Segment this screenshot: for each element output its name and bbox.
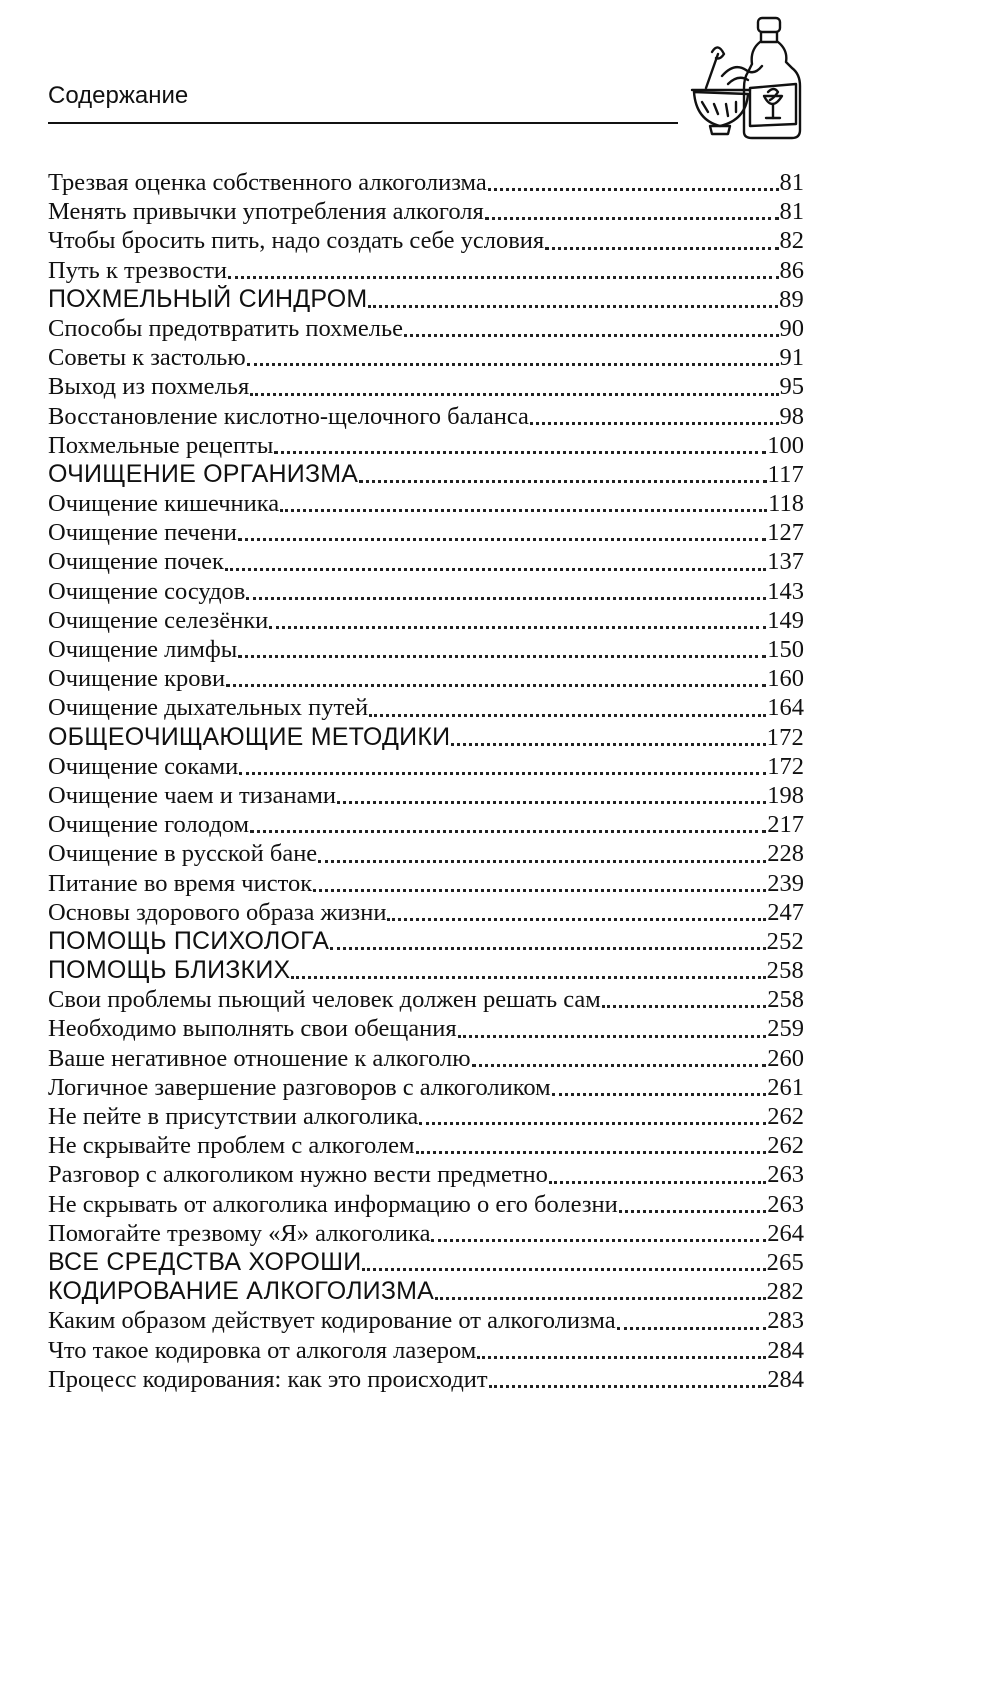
toc-entry <box>48 547 804 576</box>
toc-entry <box>48 1102 804 1131</box>
toc-section-entry <box>48 1277 804 1306</box>
toc-entry <box>48 577 804 606</box>
toc-entry <box>48 810 804 839</box>
toc-dot-leader <box>239 766 766 775</box>
toc-entry <box>48 489 804 518</box>
toc-page-number: 247 <box>767 898 804 926</box>
toc-page-number: 149 <box>767 606 804 634</box>
toc-page-number: 217 <box>767 811 804 839</box>
toc-page-number: 264 <box>767 1219 804 1247</box>
toc-entry-title: Очищение кишечника <box>48 490 280 518</box>
toc-entry-title: Советы к застолью <box>48 344 246 372</box>
page-header <box>48 68 678 128</box>
toc-entry-title: Питание во время чисток <box>48 869 313 897</box>
toc-entry-title: Очищение селезёнки <box>48 606 269 634</box>
toc-entry <box>48 869 804 898</box>
toc-page-number: 91 <box>779 344 804 372</box>
toc-entry-title: Логичное завершение разговоров с алкоголиком <box>48 1073 551 1101</box>
toc-entry-title: Что такое кодировка от алкоголя лазером <box>48 1336 477 1364</box>
toc-page-number: 150 <box>767 636 804 663</box>
toc-entry <box>48 635 804 664</box>
header-rule <box>48 122 678 124</box>
toc-entry-title: Очищение лимфы <box>48 636 238 663</box>
toc-page-number: 260 <box>767 1044 804 1072</box>
toc-page-number: 283 <box>767 1307 804 1335</box>
toc-dot-leader <box>488 182 779 191</box>
toc-entry-title: ОЧИЩЕНИЕ ОРГАНИЗМА <box>48 459 359 488</box>
toc-entry-title: ОБЩЕОЧИЩАЮЩИЕ МЕТОДИКИ <box>48 722 451 751</box>
toc-page-number: 228 <box>767 840 804 868</box>
toc-dot-leader <box>269 620 766 629</box>
toc-page-number: 172 <box>767 752 804 780</box>
toc-section-entry <box>48 285 804 314</box>
toc-entry-title: Очищение печени <box>48 519 237 547</box>
toc-entry <box>48 781 804 810</box>
toc-dot-leader <box>318 854 766 863</box>
toc-page-number: 282 <box>766 1278 804 1306</box>
toc-dot-leader <box>619 1204 767 1213</box>
toc-entry <box>48 1160 804 1189</box>
toc-entry-title: Разговор с алкоголиком нужно вести предметно <box>48 1161 548 1189</box>
toc-entry <box>48 1336 804 1365</box>
toc-entry-title: Очищение дыхательных путей <box>48 694 369 722</box>
toc-page-number: 81 <box>779 198 804 226</box>
toc-entry-title: Очищение почек <box>48 548 224 576</box>
toc-entry <box>48 839 804 868</box>
toc-entry-title: ПОМОЩЬ БЛИЗКИХ <box>48 956 291 985</box>
toc-entry-title: Очищение в русской бане <box>48 840 318 868</box>
page-title: Содержание <box>48 82 189 109</box>
toc-dot-leader <box>280 503 767 512</box>
toc-dot-leader <box>274 445 766 454</box>
toc-section-entry <box>48 1248 804 1277</box>
toc-page-number: 258 <box>767 986 804 1014</box>
toc-dot-leader <box>250 824 766 833</box>
toc-dot-leader <box>602 999 766 1008</box>
toc-entry-title: Восстановление кислотно-щелочного баланса <box>48 402 529 430</box>
toc-page-number: 262 <box>767 1103 804 1130</box>
toc-dot-leader <box>246 591 766 600</box>
toc-entry-title: Ваше негативное отношение к алкоголю <box>48 1044 471 1072</box>
toc-dot-leader <box>250 387 778 396</box>
toc-dot-leader <box>472 1058 767 1067</box>
toc-entry-title: Очищение чаем и тизанами <box>48 781 336 809</box>
toc-dot-leader <box>313 883 766 892</box>
toc-entry-title: Очищение сосудов <box>48 577 246 605</box>
toc-dot-leader <box>225 562 766 571</box>
toc-dot-leader <box>362 1262 765 1271</box>
toc-entry <box>48 197 804 226</box>
toc-page-number: 239 <box>767 869 804 897</box>
toc-dot-leader <box>369 708 766 717</box>
table-of-contents <box>48 168 804 1394</box>
toc-page-number: 127 <box>767 519 804 547</box>
toc-entry-title: Способы предотвратить похмелье <box>48 314 404 342</box>
toc-page-number: 100 <box>767 431 804 459</box>
toc-page-number: 262 <box>767 1132 804 1160</box>
toc-entry <box>48 1306 804 1335</box>
toc-page-number: 265 <box>766 1248 804 1276</box>
toc-entry-title: Путь к трезвости <box>48 256 228 284</box>
toc-dot-leader <box>477 1350 766 1359</box>
toc-entry <box>48 314 804 343</box>
toc-page-number: 86 <box>779 256 804 284</box>
toc-entry <box>48 431 804 460</box>
toc-entry-title: Процесс кодирования: как это происходит <box>48 1365 488 1393</box>
toc-dot-leader <box>451 737 765 746</box>
toc-entry-title: Чтобы бросить пить, надо создать себе условия <box>48 227 545 255</box>
toc-dot-leader <box>404 328 778 337</box>
toc-entry <box>48 343 804 372</box>
toc-entry <box>48 898 804 927</box>
toc-page-number: 90 <box>779 314 804 342</box>
toc-dot-leader <box>226 678 766 687</box>
toc-dot-leader <box>545 241 778 250</box>
toc-entry-title: Очищение соками <box>48 752 239 780</box>
toc-entry <box>48 606 804 635</box>
toc-page-number: 89 <box>779 285 804 313</box>
toc-dot-leader <box>416 1145 767 1154</box>
toc-entry-title: КОДИРОВАНИЕ АЛКОГОЛИЗМА <box>48 1277 435 1306</box>
toc-entry <box>48 1219 804 1248</box>
toc-section-entry <box>48 956 804 985</box>
toc-entry <box>48 1365 804 1394</box>
toc-entry <box>48 752 804 781</box>
toc-entry <box>48 1014 804 1043</box>
toc-dot-leader <box>617 1321 767 1330</box>
toc-entry-title: Основы здорового образа жизни <box>48 898 387 926</box>
toc-page-number: 143 <box>767 577 804 605</box>
toc-entry-title: ВСЕ СРЕДСТВА ХОРОШИ <box>48 1247 362 1276</box>
toc-dot-leader <box>435 1291 766 1300</box>
toc-page-number: 137 <box>767 548 804 576</box>
toc-page-number: 263 <box>767 1190 804 1218</box>
toc-page-number: 259 <box>767 1015 804 1043</box>
toc-dot-leader <box>431 1233 766 1242</box>
toc-page-number: 81 <box>779 169 804 196</box>
toc-dot-leader <box>387 912 766 921</box>
toc-dot-leader <box>228 270 778 279</box>
toc-page-number: 164 <box>767 694 804 722</box>
toc-page-number: 117 <box>767 460 804 488</box>
toc-entry-title: Не пейте в присутствии алкоголика <box>48 1103 419 1130</box>
toc-page-number: 118 <box>768 490 804 518</box>
toc-entry <box>48 693 804 722</box>
toc-entry-title: Трезвая оценка собственного алкоголизма <box>48 169 487 196</box>
toc-entry-title: Выход из похмелья <box>48 373 250 401</box>
toc-entry <box>48 226 804 255</box>
toc-entry-title: Свои проблемы пьющий человек должен решать сам <box>48 986 601 1014</box>
toc-entry-title: ПОМОЩЬ ПСИХОЛОГА <box>48 926 330 955</box>
toc-entry <box>48 985 804 1014</box>
toc-section-entry <box>48 723 804 752</box>
toc-dot-leader <box>337 795 766 804</box>
toc-entry <box>48 256 804 285</box>
toc-entry-title: Очищение голодом <box>48 811 249 839</box>
toc-entry-title: Не скрывайте проблем с алкоголем <box>48 1132 415 1160</box>
toc-page-number: 198 <box>767 781 804 809</box>
toc-entry <box>48 664 804 693</box>
toc-dot-leader <box>419 1116 766 1125</box>
pharmacy-mortar-bottle-icon <box>688 14 806 142</box>
toc-page-number: 252 <box>766 927 804 955</box>
toc-page-number: 258 <box>766 957 804 985</box>
toc-dot-leader <box>549 1175 766 1184</box>
toc-entry <box>48 1190 804 1219</box>
toc-section-entry <box>48 460 804 489</box>
toc-dot-leader <box>330 941 766 950</box>
toc-page-number: 82 <box>779 227 804 255</box>
toc-entry-title: Необходимо выполнять свои обещания <box>48 1015 457 1043</box>
toc-page-number: 95 <box>779 373 804 401</box>
toc-entry-title: Помогайте трезвому «Я» алкоголика <box>48 1219 431 1247</box>
toc-dot-leader <box>291 970 765 979</box>
toc-dot-leader <box>530 416 779 425</box>
toc-page-number: 261 <box>767 1073 804 1101</box>
toc-page-number: 284 <box>767 1365 804 1393</box>
toc-entry-title: ПОХМЕЛЬНЫЙ СИНДРОМ <box>48 284 368 313</box>
toc-entry-title: Не скрывать от алкоголика информацию о его болезни <box>48 1190 618 1218</box>
toc-entry-title: Менять привычки употребления алкоголя <box>48 198 484 226</box>
toc-dot-leader <box>247 357 779 366</box>
toc-page-number: 263 <box>767 1161 804 1189</box>
toc-dot-leader <box>458 1029 767 1038</box>
toc-dot-leader <box>368 299 778 308</box>
toc-page-number: 172 <box>766 723 804 751</box>
toc-entry <box>48 518 804 547</box>
toc-page-number: 284 <box>767 1336 804 1364</box>
toc-entry <box>48 1044 804 1073</box>
toc-dot-leader <box>359 474 766 483</box>
toc-entry <box>48 1131 804 1160</box>
toc-entry-title: Похмельные рецепты <box>48 431 274 459</box>
toc-dot-leader <box>485 211 779 220</box>
toc-dot-leader <box>552 1087 767 1096</box>
toc-entry <box>48 1073 804 1102</box>
toc-entry <box>48 372 804 401</box>
toc-entry-title: Каким образом действует кодирование от алкоголизма <box>48 1307 616 1335</box>
toc-entry <box>48 168 804 197</box>
toc-entry-title: Очищение крови <box>48 665 226 693</box>
toc-section-entry <box>48 927 804 956</box>
toc-dot-leader <box>238 649 766 658</box>
toc-dot-leader <box>489 1379 767 1388</box>
toc-entry <box>48 402 804 431</box>
toc-page-number: 160 <box>767 665 804 693</box>
toc-page-number: 98 <box>779 402 804 430</box>
toc-dot-leader <box>238 532 766 541</box>
